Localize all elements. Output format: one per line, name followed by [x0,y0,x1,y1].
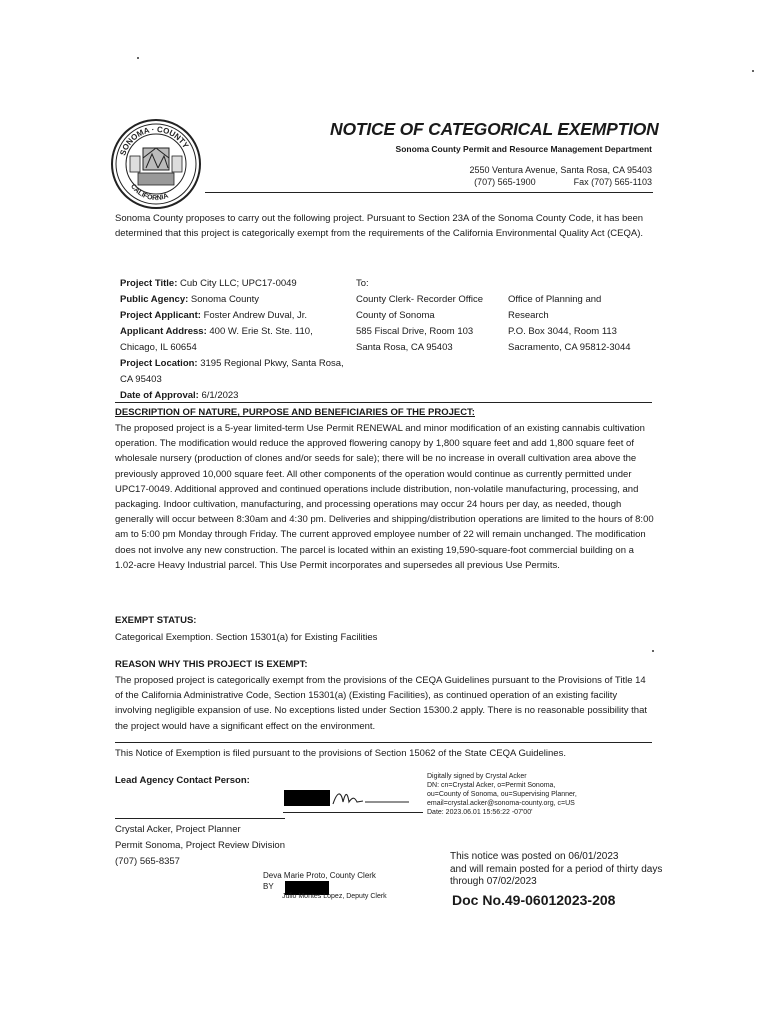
filed-statement: This Notice of Exemption is filed pursuant to the provisions of Section 15062 of the State CEQA Guidelines. [115,748,566,759]
svg-text:SONOMA · COUNTY: SONOMA · COUNTY [118,124,191,157]
digital-signature-line: ou=County of Sonoma, ou=Supervising Planner, [427,791,577,798]
clerk-line: Santa Rosa, CA 95403 [356,342,453,353]
to-opr [508,292,658,356]
project-details [120,276,350,404]
county-seal [110,118,202,210]
planner-line: Crystal Acker, Project Planner [115,824,241,835]
applicant-address-row [120,324,350,356]
planner-block [115,822,285,870]
clerk-line: County Clerk- Recorder Office [356,294,484,305]
digital-signature-line: Digitally signed by Crystal Acker [427,773,527,780]
handwritten-signature [283,784,413,810]
digital-signature-line: email=crystal.acker@sonoma-county.org, c=US [427,800,575,807]
project-location-value: 3195 Regional Pkwy, Santa Rosa, CA 95403 [120,358,344,385]
to-county-clerk [356,276,506,356]
digital-signature-line: Date: 2023.06.01 15:56:22 -07'00' [427,809,533,816]
svg-text:CALIFORNIA: CALIFORNIA [128,183,170,203]
scan-speck [752,70,754,72]
opr-line: P.O. Box 3044, Room 113 [508,326,617,337]
intro-paragraph: Sonoma County proposes to carry out the following project. Pursuant to Section 23A of the Sonoma County Code, it has been determined that this project is categorically exempt from the requirements of the California Environmental Quality Act (CEQA). [115,213,644,239]
opr-line: Research [508,310,549,321]
reason-paragraph: The proposed project is categorically exempt from the provisions of the CEQA Guidelines pursuant to the Provisions of Title 14 of the California Administrative Code, Section 15301(a) (Existing Facilities), as continued operation of an existing facility involving negligible expansion of use. No exceptions listed under Section 15300.2 apply. There is no reasonable possibility that the project would have a significant effect on the environment. [115,675,647,732]
project-title-row [120,276,350,292]
public-agency-label: Public Agency: [120,294,189,305]
document-number: Doc No.49-06012023-208 [452,892,616,908]
approval-date-label: Date of Approval: [120,390,199,401]
posting-line: and will remain posted for a period of thirty days [450,863,663,875]
posting-line: through 07/02/2023 [450,876,537,887]
clerk-line: County of Sonoma [356,310,435,321]
digital-signature-line: DN: cn=Crystal Acker, o=Permit Sonoma, [427,782,556,789]
description-paragraph: The proposed project is a 5-year limited-term Use Permit RENEWAL and minor modification of an existing cannabis cultivation operation. The modification would reduce the approved flowering canopy by 1,800 square feet and add 1,800 square feet of wholesale nursery (production of clones and/or seeds for sale); there will be no increase in overall cultivation area above the previously approved 10,000 square feet. All other components of the operation would continue as currently permitted under UPC17-0049. Additional approved and continued operations include distribution, non-volatile manufacturing, processing, and packaging. Indoor cultivation, manufacturing, and processing operations may occur 24 hours per day, as needed, though generally will occur between 8:30am and 4:30 pm. Deliveries and shipping/distribution operations are limited to the hours of 8:00 am to 5:00 pm Monday through Friday. The current approved employee number of 22 will remain unchanged. The modification does not involve any new construction. The parcel is located within an existing 19,590-square-foot commercial building on a 1.02-acre Heavy Industrial parcel. This Use Permit incorporates and supersedes all previous Use Permits. [115,423,654,571]
exempt-status-text: Categorical Exemption. Section 15301(a) for Existing Facilities [115,632,378,643]
applicant-value: Foster Andrew Duval, Jr. [203,310,308,321]
scan-speck [652,650,654,652]
reason-heading: REASON WHY THIS PROJECT IS EXEMPT: [115,659,308,670]
agency-line: Sonoma County Permit and Resource Management Department [395,144,652,154]
planner-line: Permit Sonoma, Project Review Division [115,840,286,851]
applicant-label: Project Applicant: [120,310,201,321]
clerk-line: 585 Fiscal Drive, Room 103 [356,326,474,337]
project-title-label: Project Title: [120,278,178,289]
to-label: To: [356,278,369,289]
exempt-status-heading: EXEMPT STATUS: [115,615,197,626]
agency-fax: Fax (707) 565-1103 [573,177,652,187]
contact-label: Lead Agency Contact Person: [115,775,250,786]
agency-address: 2550 Ventura Avenue, Santa Rosa, CA 95403 [469,165,652,175]
section-divider [115,742,652,743]
header-divider [205,192,653,193]
project-title-value: Cub City LLC; UPC17-0049 [180,278,297,289]
scan-speck [137,57,139,59]
opr-line: Sacramento, CA 95812-3044 [508,342,631,353]
digital-signature-block [427,772,627,817]
posting-line: This notice was posted on 06/01/2023 [450,851,619,862]
agency-phone-fax [420,177,652,187]
planner-line: (707) 565-8357 [115,856,180,867]
clerk-name: Deva Marie Proto, County Clerk [263,871,376,880]
agency-phone: (707) 565-1900 [474,177,536,187]
description-heading: DESCRIPTION OF NATURE, PURPOSE AND BENEFICIARIES OF THE PROJECT: [115,407,475,418]
posting-notice [450,851,700,889]
public-agency-row [120,292,350,308]
section-divider [115,402,652,403]
applicant-address-value: 400 W. Erie St. Ste. 110, Chicago, IL 60654 [120,326,313,353]
clerk-by: BY [263,882,274,891]
opr-line: Office of Planning and [508,294,602,305]
public-agency-value: Sonoma County [190,294,260,305]
planner-divider [115,818,285,819]
project-location-row [120,356,350,388]
project-location-label: Project Location: [120,358,198,369]
applicant-address-label: Applicant Address: [120,326,207,337]
notice-title: NOTICE OF CATEGORICAL EXEMPTION [330,119,659,139]
approval-date-value: 6/1/2023 [201,390,239,401]
applicant-row [120,308,350,324]
deputy-clerk: Julio Montes Lopez, Deputy Clerk [282,893,387,900]
signature-line [283,812,423,813]
